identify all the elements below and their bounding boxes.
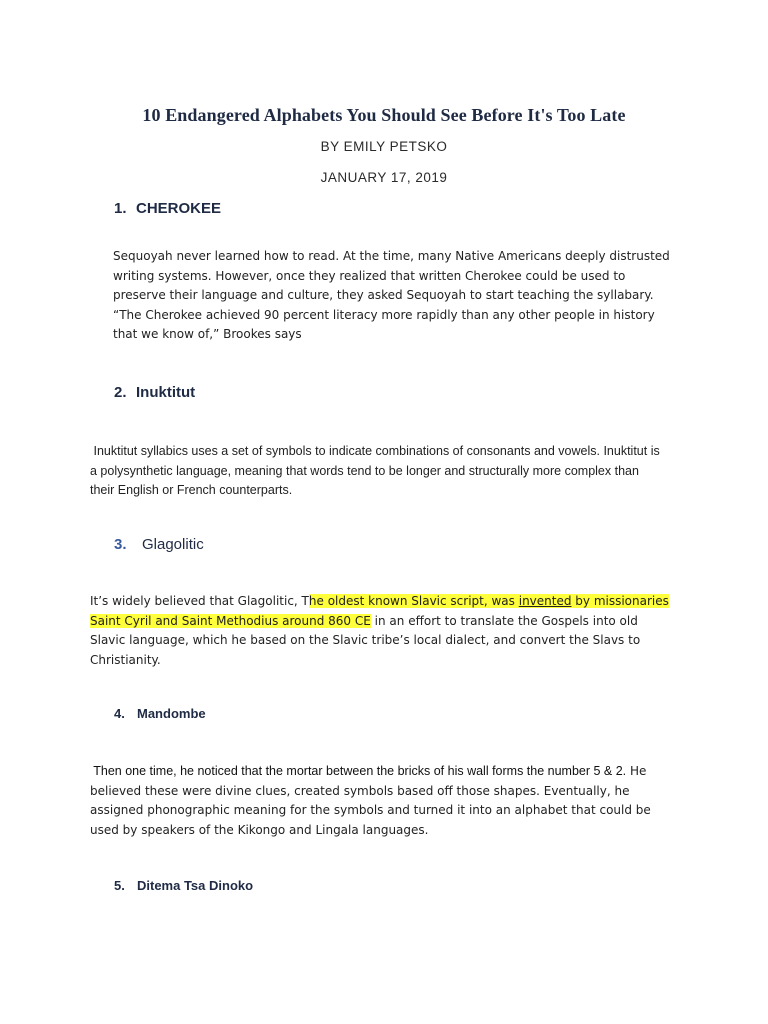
paragraph-line	[90, 612, 690, 632]
paragraph-line: used by speakers of the Kikongo and Lingala languages.	[90, 822, 429, 837]
article-date: JANUARY 17, 2019	[320, 170, 448, 185]
highlighted-span: by missionaries	[571, 594, 669, 608]
paragraph-line: Sequoyah never learned how to read. At the time, many Native Americans deeply distrusted	[113, 249, 670, 263]
section-number: 3.	[114, 536, 127, 553]
section-paragraph-mandombe	[90, 762, 690, 840]
paragraph-line: that we know of,” Brookes says	[113, 327, 302, 341]
section-number: 2.	[114, 384, 127, 401]
section-title: Ditema Tsa Dinoko	[137, 878, 254, 893]
section-paragraph-inuktitut	[90, 442, 690, 501]
lead-sentence: Then one time, he noticed that the mortar between the bricks of his wall forms the number 5 & 2.	[90, 764, 627, 778]
section-heading-cherokee	[114, 200, 221, 217]
section-title: Inuktitut	[136, 384, 196, 401]
plain-text: in an effort to translate the Gospels into old	[370, 613, 638, 628]
section-title: Mandombe	[137, 706, 206, 721]
paragraph-line: believed these were divine clues, created symbols based off those shapes. Eventually, he	[90, 783, 630, 798]
underlined-text: invented	[518, 594, 572, 608]
paragraph-line: Inuktitut syllabics uses a set of symbols to indicate combinations of consonants and vowels. Inuktitut is	[90, 444, 660, 458]
section-paragraph-glagolitic	[90, 592, 690, 670]
paragraph-line: preserve their language and culture, they asked Sequoyah to start teaching the syllabary.	[113, 288, 654, 302]
paragraph-line: a polysynthetic language, meaning that words tend to be longer and structurally more complex than	[90, 463, 639, 478]
paragraph-line: Slavic language, which he based on the Slavic tribe’s local dialect, and convert the Slavs to	[90, 633, 641, 647]
section-heading-inuktitut	[114, 384, 195, 401]
section-heading-mandombe	[114, 706, 206, 721]
article-byline: BY EMILY PETSKO	[320, 139, 448, 154]
paragraph-line: assigned phonographic meaning for the symbols and turned it into an alphabet that could be	[90, 803, 651, 817]
section-heading-ditema	[114, 878, 253, 893]
plain-text: It’s widely believed that Glagolitic, T	[90, 594, 309, 608]
article-title: 10 Endangered Alphabets You Should See Before It's Too Late	[142, 105, 626, 125]
section-title: CHEROKEE	[136, 200, 222, 217]
paragraph-line: their English or French counterparts.	[90, 483, 293, 497]
plain-text: He	[626, 764, 647, 778]
section-number: 1.	[114, 200, 127, 217]
section-number: 5.	[114, 878, 125, 893]
section-title: Glagolitic	[142, 536, 204, 553]
highlighted-text: Saint Cyril and Saint Methodius around 860 CE	[90, 613, 371, 628]
section-paragraph-cherokee	[113, 247, 673, 345]
section-number: 4.	[114, 706, 125, 721]
paragraph-line: writing systems. However, once they realized that written Cherokee could be used to	[113, 268, 626, 283]
paragraph-line: Christianity.	[90, 652, 161, 667]
paragraph-line	[90, 762, 690, 782]
highlighted-text	[309, 594, 669, 608]
highlighted-span: he oldest known Slavic script, was	[308, 594, 519, 608]
section-heading-glagolitic	[114, 536, 204, 553]
paragraph-line	[90, 592, 690, 612]
paragraph-line: “The Cherokee achieved 90 percent literacy more rapidly than any other people in history	[113, 307, 655, 322]
